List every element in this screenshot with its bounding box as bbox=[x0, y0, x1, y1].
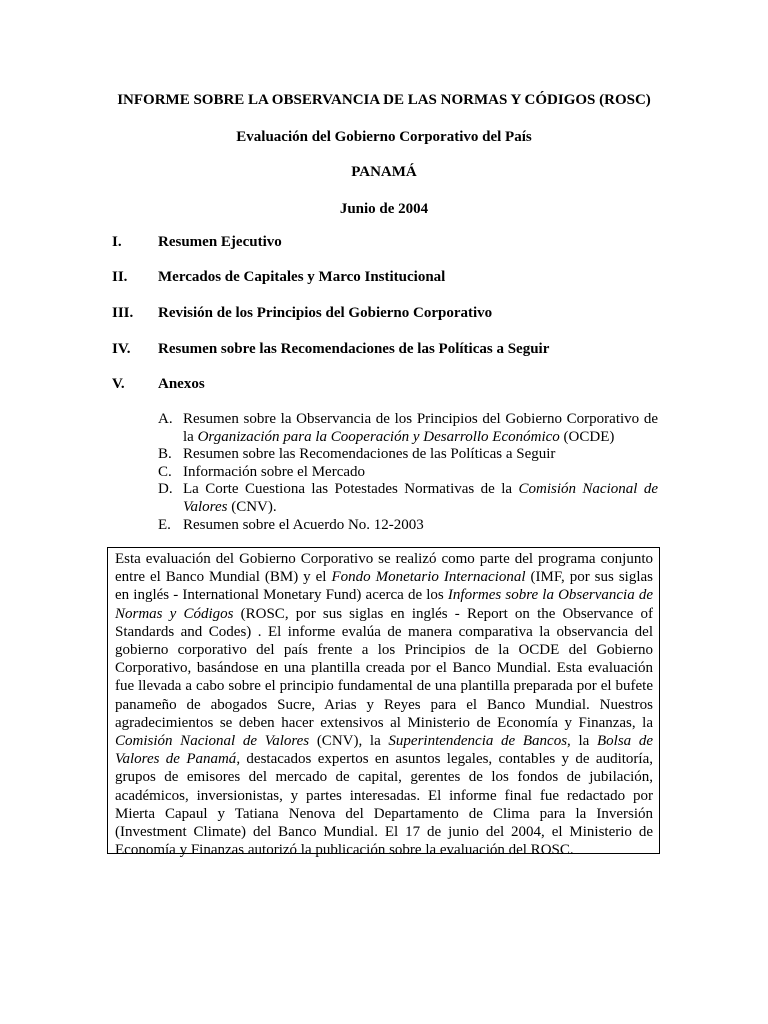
summary-text: (ROSC, por sus siglas en inglés - Report on the Observance of Standards and Codes) . El informe evalúa de manera comparativa la observancia del gobierno corporativo del país frente a los Principios de la OCDE del Gobierno Corporativo, basándose en una plantilla creada por el Banco Mundial. Esta evaluación fue llevada a cabo sobre el principio fundamental de una plantilla preparada por el bufete panameño de abogados Sucre, Arias y Reyes para el Banco Mundial. Nuestros agradecimientos se deben hacer extensivos al Ministerio de Economía y Finanzas, la bbox=[115, 605, 653, 731]
summary-text: Esta evaluación del Gobierno Corporativo se realizó como parte del programa conjunto entre el Banco Mundial (BM) y el bbox=[115, 551, 653, 586]
summary-text: , la bbox=[567, 733, 597, 750]
annex-text-italic: Comisión Nacional de Valores bbox=[183, 481, 658, 515]
annex-text-part: Resumen sobre la Observancia de los Principios del Gobierno Corporativo de la bbox=[183, 411, 658, 445]
document-country: PANAMÁ bbox=[351, 164, 417, 180]
section-label: Resumen sobre las Recomendaciones de las Políticas a Seguir bbox=[158, 341, 550, 357]
annex-item bbox=[158, 464, 658, 482]
summary-text: , destacados expertos en asuntos legales, contables y de auditoría, grupos de emisores del mercado de capital, gerentes de los fondos de jubilación, académicos, inversionistas, y partes interesadas. El informe final fue redactado por Mierta Capaul y Tatiana Nenova del Departamento de Clima para la Inversión (Investment Climate) del Banco Mundial. El 17 de junio del 2004, el Ministerio de Economía y Finanzas autorizó la publicación sobre la evaluación del ROSC. bbox=[115, 751, 653, 859]
annex-text-part: La Corte Cuestiona las Potestades Normativas de la bbox=[183, 481, 519, 498]
summary-italic: Superintendencia de Bancos bbox=[388, 733, 568, 750]
annex-text bbox=[183, 411, 658, 446]
annex-letter: C. bbox=[158, 463, 172, 480]
section-label: Resumen Ejecutivo bbox=[158, 234, 282, 250]
annex-text bbox=[183, 446, 658, 464]
annex-item bbox=[158, 446, 658, 464]
section-item bbox=[112, 341, 549, 358]
annex-letter: B. bbox=[158, 446, 172, 463]
summary-box bbox=[107, 547, 660, 859]
annex-text bbox=[183, 481, 658, 516]
summary-italic: Comisión Nacional de Valores bbox=[115, 733, 310, 750]
section-number: II. bbox=[112, 269, 128, 285]
summary-text: (IMF, por sus siglas en inglés - International Monetary Fund) acerca de los bbox=[115, 569, 653, 604]
section-item bbox=[112, 234, 282, 251]
annex-item bbox=[158, 481, 658, 516]
section-label: Mercados de Capitales y Marco Institucional bbox=[158, 269, 446, 285]
section-number: III. bbox=[112, 305, 134, 321]
annex-item bbox=[158, 411, 658, 446]
annex-list bbox=[158, 411, 658, 534]
section-number: V. bbox=[112, 376, 125, 392]
document-subtitle: Evaluación del Gobierno Corporativo del País bbox=[236, 129, 532, 145]
annex-letter: E. bbox=[158, 516, 171, 533]
section-item bbox=[112, 305, 492, 322]
section-number: I. bbox=[112, 234, 122, 250]
document-date: Junio de 2004 bbox=[339, 201, 429, 217]
annex-letter: D. bbox=[158, 481, 173, 498]
annex-item bbox=[158, 517, 658, 535]
annex-text-part: (CNV). bbox=[227, 498, 277, 515]
summary-italic: Fondo Monetario Internacional bbox=[331, 569, 526, 586]
section-label: Anexos bbox=[158, 376, 205, 392]
section-label: Revisión de los Principios del Gobierno Corporativo bbox=[158, 305, 493, 321]
summary-italic: Bolsa de Valores de Panamá bbox=[115, 733, 653, 768]
summary-italic: Informes sobre la Observancia de Normas y Códigos bbox=[115, 587, 654, 622]
document-title: INFORME SOBRE LA OBSERVANCIA DE LAS NORMAS Y CÓDIGOS (ROSC) bbox=[117, 92, 651, 108]
section-item bbox=[112, 376, 205, 393]
annex-text-part: Información sobre el Mercado bbox=[183, 463, 366, 480]
annex-text bbox=[183, 464, 658, 482]
annex-text-part: Resumen sobre el Acuerdo No. 12-2003 bbox=[183, 516, 424, 533]
summary-text: (CNV), la bbox=[309, 733, 389, 750]
annex-letter: A. bbox=[158, 411, 173, 427]
annex-text bbox=[183, 517, 658, 535]
annex-text-italic: Organización para la Cooperación y Desarrollo Económico bbox=[197, 428, 560, 445]
annex-text-part: Resumen sobre las Recomendaciones de las Políticas a Seguir bbox=[183, 446, 556, 463]
summary-paragraph bbox=[115, 550, 653, 859]
annex-text-part: (OCDE) bbox=[559, 428, 615, 445]
section-number: IV. bbox=[112, 341, 131, 357]
section-item bbox=[112, 269, 445, 286]
